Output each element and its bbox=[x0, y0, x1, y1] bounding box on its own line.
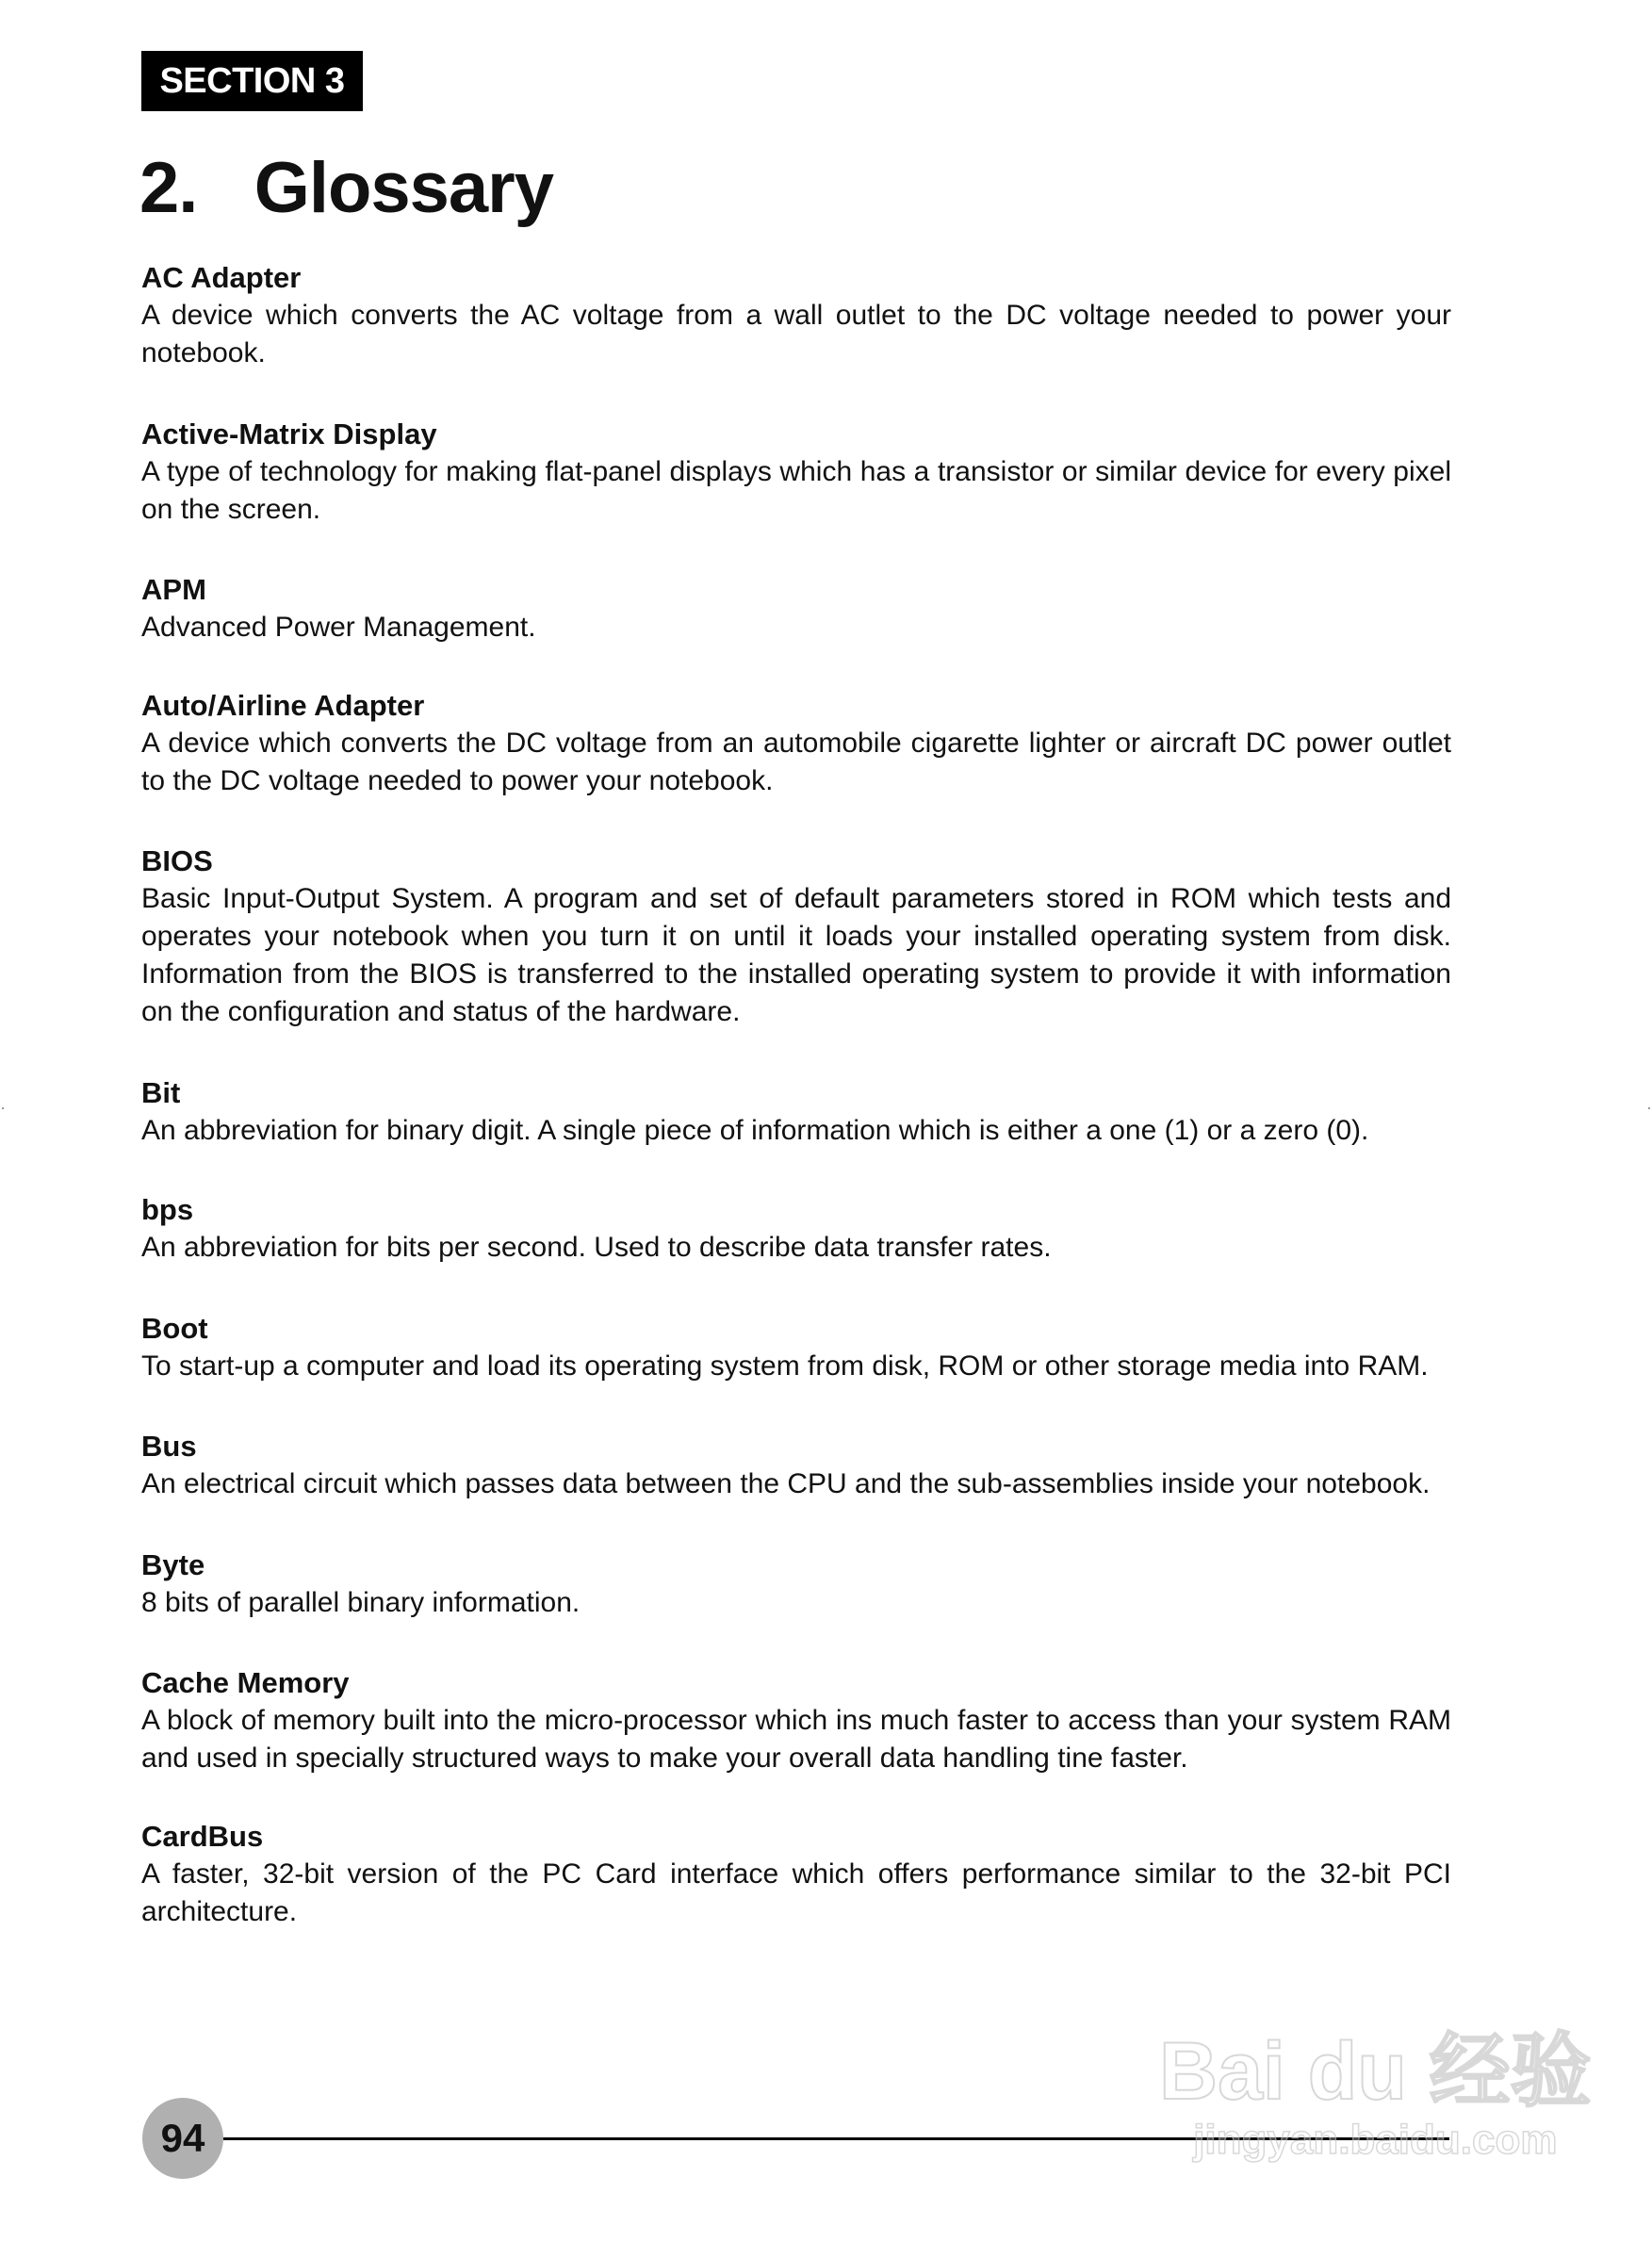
term: APM bbox=[141, 573, 206, 606]
definition: An abbreviation for binary digit. A single piece of information which is either a one (1) or a zero (0). bbox=[141, 1115, 1369, 1146]
glossary-entry bbox=[141, 259, 1451, 372]
definition: An electrical circuit which passes data between the CPU and the sub-assemblies inside your notebook. bbox=[141, 1468, 1431, 1499]
glossary-entry bbox=[141, 1546, 1451, 1622]
term: Bus bbox=[141, 1430, 197, 1463]
watermark-logo: Bai du 经验 bbox=[1159, 2026, 1592, 2117]
glossary-entry bbox=[141, 1074, 1451, 1150]
definition: 8 bits of parallel binary information. bbox=[141, 1587, 581, 1618]
glossary-entry bbox=[141, 687, 1451, 800]
definition: Advanced Power Management. bbox=[141, 612, 536, 643]
definition: Basic Input-Output System. A program and set of default parameters stored in ROM which tests and operates your notebook when you turn it on until it loads your installed operating system from disk. Information from the BIOS is transferred to the installed operating system to provide it with information on the configuration and status of the hardware. bbox=[141, 883, 1451, 1027]
term: Cache Memory bbox=[141, 1666, 350, 1699]
definition: A block of memory built into the micro-processor which ins much faster to access than your system RAM and used in specially structured ways to make your overall data handling tine faster. bbox=[141, 1705, 1451, 1774]
term: Auto/Airline Adapter bbox=[141, 689, 425, 722]
glossary-entry bbox=[141, 843, 1451, 1031]
definition: A device which converts the DC voltage from an automobile cigarette lighter or aircraft DC power outlet to the DC voltage needed to power your notebook. bbox=[141, 728, 1451, 796]
glossary-entry bbox=[141, 571, 1451, 646]
term: CardBus bbox=[141, 1820, 264, 1853]
glossary-entry bbox=[141, 416, 1451, 529]
watermark bbox=[1159, 2026, 1592, 2164]
glossary-entry bbox=[141, 1664, 1451, 1777]
definition: An abbreviation for bits per second. Used to describe data transfer rates. bbox=[141, 1232, 1052, 1263]
definition: A device which converts the AC voltage from a wall outlet to the DC voltage needed to power your notebook. bbox=[141, 300, 1451, 368]
glossary-entry bbox=[141, 1818, 1451, 1931]
watermark-url: jingyan.baidu.com bbox=[1193, 2117, 1558, 2163]
term: AC Adapter bbox=[141, 261, 302, 294]
term: Active-Matrix Display bbox=[141, 417, 437, 450]
page-title: 2. Glossary bbox=[139, 148, 554, 228]
term: bps bbox=[141, 1193, 194, 1226]
page-number: 94 bbox=[142, 2098, 223, 2179]
definition: To start-up a computer and load its operating system from disk, ROM or other storage media into RAM. bbox=[141, 1350, 1429, 1382]
glossary-entry bbox=[141, 1428, 1451, 1503]
definition: A type of technology for making flat-panel displays which has a transistor or similar device for every pixel on the screen. bbox=[141, 456, 1451, 525]
glossary-entry bbox=[141, 1191, 1451, 1267]
section-badge: SECTION 3 bbox=[141, 51, 363, 111]
term: Boot bbox=[141, 1312, 208, 1345]
glossary-entry bbox=[141, 1310, 1451, 1385]
term: Bit bbox=[141, 1076, 181, 1109]
crop-mark bbox=[1648, 1107, 1650, 1109]
crop-mark bbox=[2, 1107, 4, 1109]
term: BIOS bbox=[141, 844, 213, 877]
term: Byte bbox=[141, 1548, 205, 1581]
definition: A faster, 32-bit version of the PC Card interface which offers performance similar to the 32-bit PCI architecture. bbox=[141, 1858, 1451, 1927]
